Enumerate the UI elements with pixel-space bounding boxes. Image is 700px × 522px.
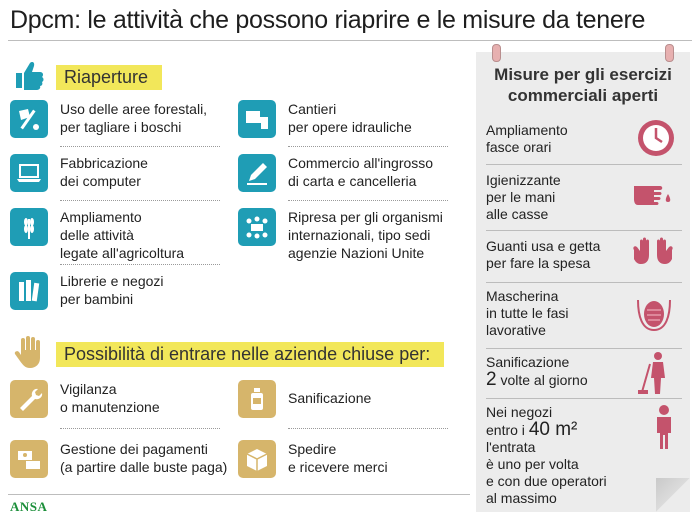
- spray-bottle-icon: [238, 380, 276, 418]
- list-item: [10, 440, 227, 478]
- page-fold: [656, 478, 690, 512]
- item-text: Vigilanza o manutenzione: [60, 381, 160, 415]
- panel-title: Misure per gli esercizi commerciali aperti: [494, 65, 672, 105]
- item-text: Ripresa per gli organismi internazionali, tipo sedi agenzie Nazioni Unite: [288, 209, 443, 261]
- list-item: [238, 440, 388, 478]
- item-text: Librerie e negozi per bambini: [60, 273, 164, 307]
- page-title: Dpcm: le attività che possono riaprire e le misure da tenere: [10, 6, 646, 34]
- divider: [288, 200, 448, 201]
- item-text: Cantieri per opere idrauliche: [288, 101, 412, 135]
- panel-row-text-a: Sanificazione: [486, 354, 570, 370]
- item-text: Gestione dei pagamenti (a partire dalle buste paga): [60, 441, 228, 475]
- list-item: [10, 100, 207, 138]
- list-item: [10, 380, 160, 418]
- title-divider: [8, 40, 692, 41]
- wheat-icon: [10, 208, 48, 246]
- measures-panel: [476, 52, 690, 512]
- panel-row-text: Igienizzante per le mani alle casse: [486, 172, 561, 222]
- panel-divider: [486, 348, 682, 349]
- panel-row: [486, 172, 682, 228]
- divider: [60, 264, 220, 265]
- section-aziende-heading: [12, 334, 444, 375]
- panel-row-text: Mascherina in tutte le fasi lavorative: [486, 288, 569, 338]
- list-item: [10, 272, 164, 310]
- panel-divider: [486, 282, 682, 283]
- panel-row: [486, 122, 682, 168]
- books-icon: [10, 272, 48, 310]
- list-item: [238, 154, 433, 192]
- panel-divider: [486, 398, 682, 399]
- pin-icon: [665, 44, 674, 62]
- item-text: Spedire e ricevere merci: [288, 441, 388, 475]
- item-text: Uso delle aree forestali, per tagliare i boschi: [60, 101, 208, 135]
- mask-icon: [632, 292, 676, 341]
- item-text: Sanificazione: [288, 390, 372, 406]
- box-icon: [238, 440, 276, 478]
- clock-icon: [636, 118, 676, 163]
- list-item: [238, 208, 443, 262]
- laptop-icon: [10, 154, 48, 192]
- payment-icon: [10, 440, 48, 478]
- axe-icon: [10, 100, 48, 138]
- list-item: [238, 380, 371, 418]
- cleaning-person-icon: [636, 350, 676, 403]
- panel-row-text-c: volte al giorno: [496, 372, 588, 388]
- panel-row: [486, 288, 682, 344]
- stop-hand-icon: [12, 334, 46, 375]
- panel-row-text-a: Nei negozi entro i: [486, 404, 553, 438]
- hand-sanitizer-icon: [632, 180, 676, 215]
- divider: [288, 146, 448, 147]
- panel-row-text-b: 2: [486, 369, 497, 390]
- panel-divider: [486, 230, 682, 231]
- panel-row-text-b: 40 m²: [528, 419, 578, 440]
- divider: [60, 200, 220, 201]
- meeting-icon: [238, 208, 276, 246]
- wrench-icon: [10, 380, 48, 418]
- section-riaperture-heading: [12, 58, 162, 97]
- divider: [288, 428, 448, 429]
- section-aziende-label: Possibilità di entrare nelle aziende chiuse per:: [56, 342, 444, 367]
- item-text: Fabbricazione dei computer: [60, 155, 148, 189]
- panel-row: [486, 404, 682, 514]
- footer-divider: [8, 494, 470, 495]
- divider: [60, 428, 220, 429]
- panel-row-text: Ampliamento fasce orari: [486, 122, 568, 155]
- ansa-logo: ANSA: [10, 499, 48, 514]
- panel-divider: [486, 164, 682, 165]
- thumbs-up-icon: [12, 58, 46, 97]
- pencil-icon: [238, 154, 276, 192]
- gloves-icon: [630, 236, 676, 281]
- person-icon: [652, 404, 676, 457]
- pipe-icon: [238, 100, 276, 138]
- section-riaperture-label: Riaperture: [56, 65, 162, 90]
- item-text: Ampliamento delle attività legate all'agricoltura: [60, 209, 185, 261]
- list-item: [10, 154, 148, 192]
- panel-row: [486, 238, 682, 278]
- list-item: [10, 208, 184, 262]
- item-text: Commercio all'ingrosso di carta e cancelleria: [288, 155, 434, 189]
- panel-row: [486, 354, 682, 394]
- divider: [60, 146, 220, 147]
- list-item: [238, 100, 412, 138]
- panel-row-text: Guanti usa e getta per fare la spesa: [486, 238, 601, 271]
- pin-icon: [492, 44, 501, 62]
- panel-row-text-c: l'entrata è uno per volta e con due operatori al massimo: [486, 439, 607, 506]
